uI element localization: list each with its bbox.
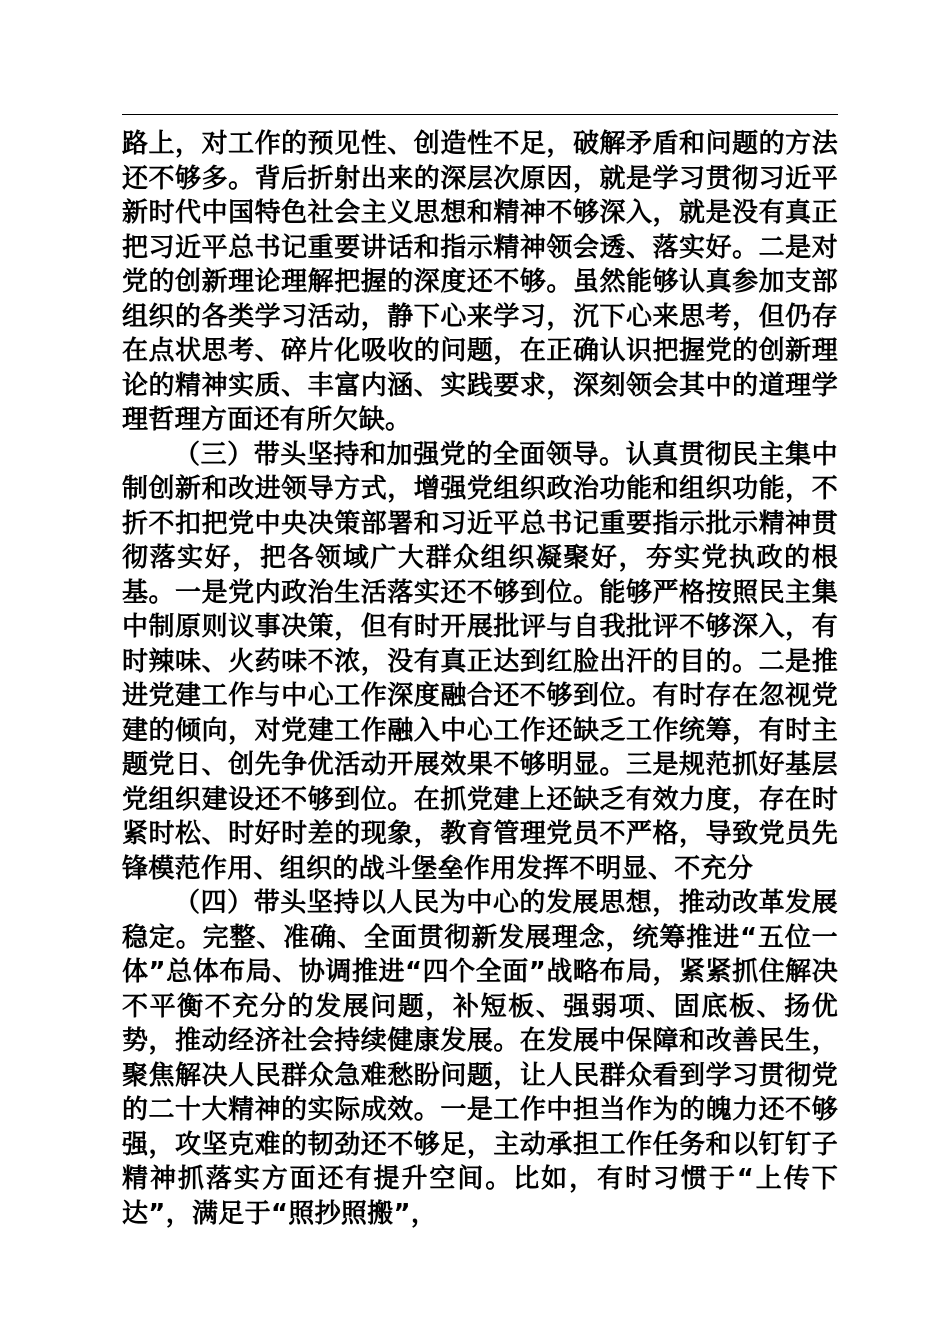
document-body: [122, 127, 838, 1231]
paragraph-section-4: （四）带头坚持以人民为中心的发展思想，推动改革发展稳定。完整、准确、全面贯彻新发展理念，统筹推进“五位一体”总体布局、协调推进“四个全面”战略布局，紧紧抓住解决不平衡不充分的发展问题，补短板、强弱项、固底板、扬优势，推动经济社会持续健康发展。在发展中保障和改善民生，聚焦解决人民群众急难愁盼问题，让人民群众看到学习贯彻党的二十大精神的实际成效。一是工作中担当作为的魄力还不够强，攻坚克难的韧劲还不够足，主动承担工作任务和以钉钉子精神抓落实方面还有提升空间。比如，有时习惯于“上传下达”，满足于“照抄照搬”，: [122, 888, 838, 1229]
paragraph-continuation: 路上，对工作的预见性、创造性不足，破解矛盾和问题的方法还不够多。背后折射出来的深层次原因，就是学习贯彻习近平新时代中国特色社会主义思想和精神不够深入，就是没有真正把习近平总书记重要讲话和指示精神领会透、落实好。二是对党的创新理论理解把握的深度还不够。虽然能够认真参加支部组织的各类学习活动，静下心来学习，沉下心来思考，但仍存在点状思考、碎片化吸收的问题，在正确认识把握党的创新理论的精神实质、丰富内涵、实践要求，深刻领会其中的道理学理哲理方面还有所欠缺。: [122, 129, 838, 435]
header-rule: [122, 114, 838, 115]
paragraph-section-3: （三）带头坚持和加强党的全面领导。认真贯彻民主集中制创新和改进领导方式，增强党组织政治功能和组织功能，不折不扣把党中央决策部署和习近平总书记重要指示批示精神贯彻落实好，把各领域广大群众组织凝聚好，夯实党执政的根基。一是党内政治生活落实还不够到位。能够严格按照民主集中制原则议事决策，但有时开展批评与自我批评不够深入，有时辣味、火药味不浓，没有真正达到红脸出汗的目的。二是推进党建工作与中心工作深度融合还不够到位。有时存在忽视党建的倾向，对党建工作融入中心工作还缺乏工作统筹，有时主题党日、创先争优活动开展效果不够明显。三是规范抓好基层党组织建设还不够到位。在抓党建上还缺乏有效力度，存在时紧时松、时好时差的现象，教育管理党员不严格，导致党员先锋模范作用、组织的战斗堡垒作用发挥不明显、不充分: [122, 439, 838, 884]
